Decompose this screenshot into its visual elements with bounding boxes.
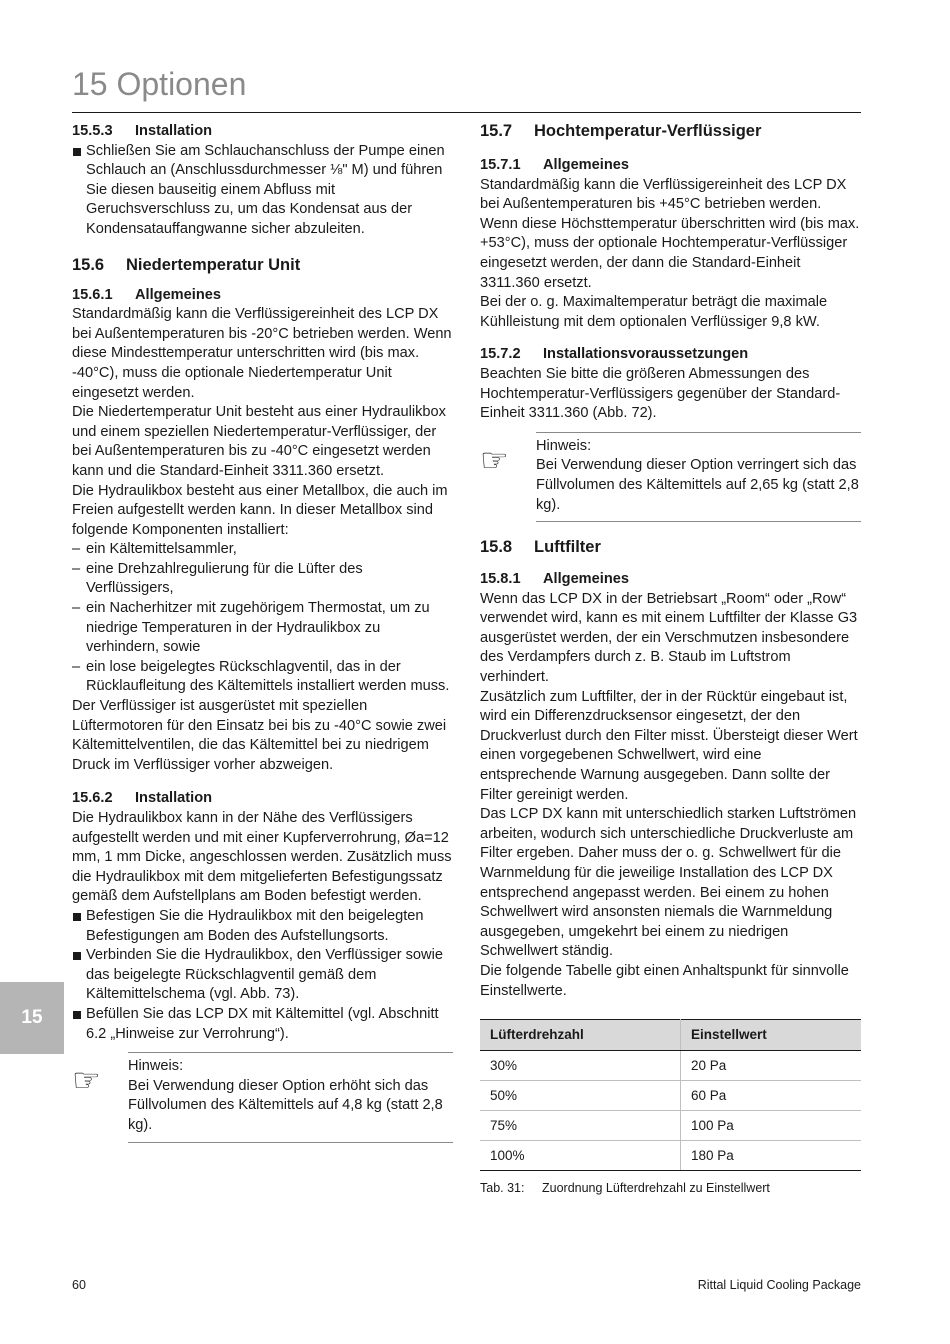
list-item: – ein lose beigelegtes Rückschlagventil, das in der Rücklaufleitung des Kältemittels installiert werden muss. [72, 658, 453, 697]
table-cell: 50% [480, 1081, 681, 1111]
table-cell: 100 Pa [681, 1111, 862, 1141]
section-15-7-1-heading: 15.7.1 Allgemeines [480, 157, 629, 173]
caption-label: Tab. 31: [480, 1181, 525, 1196]
paragraph: Beachten Sie bitte die größeren Abmessungen des Hochtemperatur-Verflüssigers gegenüber der Standard-Einheit 3311.360 (Abb. 72). [480, 365, 841, 422]
list-item: – ein Kältemittelsammler, [72, 540, 453, 560]
installation-steps [72, 907, 453, 1044]
table-header-cell: Einstellwert [681, 1020, 862, 1051]
section-15-6-heading: 15.6 Niedertemperatur Unit [72, 255, 301, 274]
right-column [480, 120, 861, 1199]
table-caption [480, 1179, 861, 1199]
header-rule [72, 112, 861, 113]
page-header-title: 15 Optionen [72, 66, 247, 102]
caption-text: Zuordnung Lüfterdrehzahl zu Einstellwert [542, 1181, 770, 1196]
note-box [72, 1052, 453, 1142]
table-cell: 100% [480, 1141, 681, 1171]
note-label: Hinweis: [536, 437, 592, 454]
settings-table [480, 1019, 861, 1171]
list-item: – ein Nacherhitzer mit zugehörigem Thermostat, um zu niedrige Temperaturen in der Hydraulikbox zu verhindern, sowie [72, 599, 453, 658]
table-cell: 60 Pa [681, 1081, 862, 1111]
table-row [480, 1141, 861, 1171]
component-list [72, 540, 453, 697]
list-item: – eine Drehzahlregulierung für die Lüfter des Verflüssigers, [72, 560, 453, 599]
pointing-hand-icon: ☞ [72, 1062, 101, 1099]
pointing-hand-icon: ☞ [480, 441, 509, 478]
list-item: Befüllen Sie das LCP DX mit Kältemittel (vgl. Abschnitt 6.2 „Hinweise zur Verrohrung“). [72, 1005, 453, 1044]
paragraph: Die Niedertemperatur Unit besteht aus einer Hydraulikbox und einem speziellen Niedertemperatur-Verflüssiger, der bei Außentemperaturen bis zu -40°C eingesetzt werden kann und die Standard-Einheit 3311.360 ersetzt. [72, 404, 446, 479]
note-text: Bei Verwendung dieser Option erhöht sich das Füllvolumen des Kältemittels auf 4,8 kg (statt 2,8 kg). [128, 1077, 443, 1133]
paragraph: Standardmäßig kann die Verflüssigereinheit des LCP DX bei Außentemperaturen bis -20°C betrieben werden. Wenn diese Mindesttemperatur unterschritten wird (bis max. -40°C), muss die optionale Niedertemperatur Unit eingesetzt werden. [72, 306, 452, 401]
list-item: Verbinden Sie die Hydraulikbox, den Verflüssiger sowie das beigelegte Rückschlagventil gemäß dem Kältemittelschema (vgl. Abb. 73). [72, 946, 453, 1005]
section-15-7-heading: 15.7 Hochtemperatur-Verflüssiger [480, 122, 762, 140]
table-cell: 20 Pa [681, 1051, 862, 1081]
paragraph: Bei der o. g. Maximaltemperatur beträgt die maximale Kühlleistung mit dem optionalen Verflüssiger 9,8 kW. [480, 294, 828, 330]
paragraph: Zusätzlich zum Luftfilter, der in der Rücktür eingebaut ist, wird ein Differenzdrucksensor eingesetzt, der den Druckverlust durch den Filter misst. Übersteigt dieser Wert einen vorgegebenen Schwellwert, wird eine entsprechende Warnung ausgegeben. Dann sollte der Filter gereinigt werden. [480, 688, 858, 803]
section-15-5-3-heading: 15.5.3 Installation [72, 123, 213, 139]
note-label: Hinweis: [128, 1058, 184, 1075]
list-item: Schließen Sie am Schlauchanschluss der Pumpe einen Schlauch an (Anschlussdurchmesser ⅛" M) und führen Sie diesen bauseitig einem Abfluss mit Geruchsverschluss zu, um das Kondensat aus der Kondensatauffangwanne sicher abzuleiten. [72, 142, 453, 240]
section-15-7-2-heading: 15.7.2 Installationsvoraussetzungen [480, 346, 749, 363]
section-15-5-3-bullets [72, 142, 453, 240]
section-15-8-heading: 15.8 Luftfilter [480, 538, 601, 557]
paragraph: Die Hydraulikbox besteht aus einer Metallbox, die auch im Freien aufgestellt werden kann. In dieser Metallbox sind folgende Komponenten installiert: [72, 482, 448, 538]
paragraph: Die folgende Tabelle gibt einen Anhaltspunkt für sinnvolle Einstellwerte. [480, 962, 849, 999]
paragraph: Das LCP DX kann mit unterschiedlich starken Luftströmen arbeiten, wodurch sich unterschiedliche Druckverluste am Filter ergeben. Daher muss der o. g. Schwellwert für die Warnmeldung für die jeweilige Installation des LCP DX entsprechend angepasst werden. Bei einem zu hohen Schwellwert wird ansonsten niemals die Warnmeldung ausgegeben, umgekehrt bei einem zu niedrigen Schwellwert ständig. [480, 806, 857, 960]
table-row [480, 1111, 861, 1141]
table-row [480, 1081, 861, 1111]
paragraph: Standardmäßig kann die Verflüssigereinheit des LCP DX bei Außentemperaturen bis +45°C betrieben werden. Wenn diese Höchsttemperatur überschritten wird (bis max. +53°C), muss der optionale Hochtemperatur-Verflüssiger eingesetzt werden, der dann die Standard-Einheit 3311.360 ersetzt. [480, 176, 860, 291]
table-cell: 30% [480, 1051, 681, 1081]
paragraph: Wenn das LCP DX in der Betriebsart „Room“ oder „Row“ verwendet wird, kann es mit einem Luftfilter der Klasse G3 ausgerüstet werden, der ein Verschmutzen insbesondere des Verdampfers durch z. B. Staub im Luftstrom verhindert. [480, 590, 858, 686]
note-box [480, 432, 861, 522]
section-15-6-1-heading: 15.6.1 Allgemeines [72, 286, 221, 303]
section-15-8-1-heading: 15.8.1 Allgemeines [480, 571, 629, 588]
list-item: Befestigen Sie die Hydraulikbox mit den beigelegten Befestigungen am Boden des Aufstellungsorts. [72, 907, 453, 946]
chapter-side-tab: 15 [0, 982, 64, 1054]
paragraph: Der Verflüssiger ist ausgerüstet mit speziellen Lüftermotoren für den Einsatz bei bis zu -40°C sowie zwei Kältemittelventilen, die das Kältemittel bei zu niedrigem Druck im Verflüssiger vorher abzweigen. [72, 698, 447, 773]
table-header-row [480, 1020, 861, 1051]
footer-product-name: Rittal Liquid Cooling Package [697, 1278, 861, 1292]
table-header-cell: Lüfterdrehzahl [480, 1020, 681, 1051]
table-cell: 180 Pa [681, 1141, 862, 1171]
table-row [480, 1051, 861, 1081]
section-15-6-2-heading: 15.6.2 Installation [72, 790, 213, 807]
page-number: 60 [72, 1278, 86, 1292]
paragraph: Die Hydraulikbox kann in der Nähe des Verflüssigers aufgestellt werden und mit einer Kupferverrohrung, Øa=12 mm, 1 mm Dicke, angeschlossen werden. Zusätzlich muss die Hydraulikbox mit dem mitgelieferten Befestigungssatz gemäß dem Aufstellplans am Boden befestigt werden. [72, 810, 452, 905]
left-column [72, 120, 453, 1143]
table-cell: 75% [480, 1111, 681, 1141]
note-text: Bei Verwendung dieser Option verringert sich das Füllvolumen des Kältemittels auf 2,65 kg (statt 2,8 kg). [536, 457, 859, 513]
